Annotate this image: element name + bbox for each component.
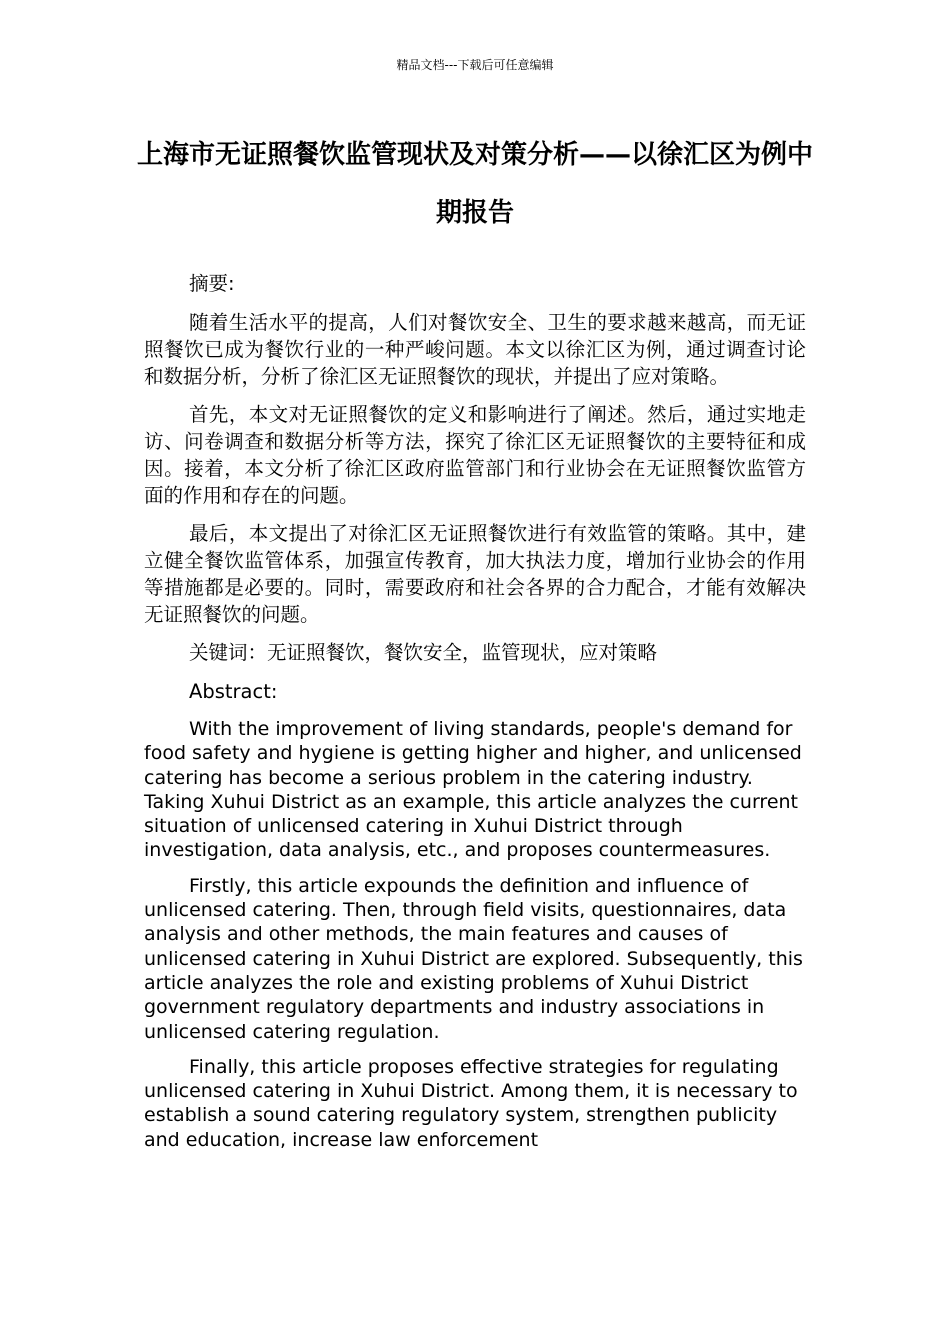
abstract-en-paragraph-1: With the improvement of living standards, people's demand for food safety and hygiene is getting higher and higher, and unlicensed catering has become a serious problem in the catering industry. Taking Xuhui District as an example, this article analyzes the current situation of unlicensed catering in Xuhui District through investigation, data analysis, etc., and proposes countermeasures.: [144, 718, 802, 862]
abstract-cn-paragraph-3: 最后，本文提出了对徐汇区无证照餐饮进行有效监管的策略。其中，建立健全餐饮监管体系，加强宣传教育，加大执法力度，增加行业协会的作用等措施都是必要的。同时，需要政府和社会各界的合力配合，才能有效解决无证照餐饮的问题。: [144, 522, 806, 626]
abstract-en-paragraph-2: Firstly, this article expounds the definition and influence of unlicensed catering. Then, through field visits, questionnaires, data analysis and other methods, the main features and causes of unlicensed catering in Xuhui District are explored. Subsequently, this article analyzes the role and existing problems of Xuhui District government regulatory departments and industry associations in unlicensed catering regulation.: [144, 874, 803, 1043]
keywords-cn: 关键词：无证照餐饮，餐饮安全，监管现状，应对策略: [189, 641, 658, 664]
abstract-en-label: Abstract:: [189, 680, 278, 703]
abstract-cn-label: 摘要:: [189, 272, 235, 295]
abstract-en-paragraph-3: Finally, this article proposes effective strategies for regulating unlicensed catering in Xuhui District. Among them, it is necessary to establish a sound catering regulatory system, strengthen publicity and education, increase law enforcement: [144, 1055, 798, 1151]
document-body: [144, 270, 806, 1163]
header-note: 精品文档---下载后可任意编辑: [396, 58, 554, 72]
document-title: 上海市无证照餐饮监管现状及对策分析——以徐汇区为例中期报告: [136, 140, 813, 228]
abstract-cn-paragraph-2: 首先，本文对无证照餐饮的定义和影响进行了阐述。然后，通过实地走访、问卷调查和数据分析等方法，探究了徐汇区无证照餐饮的主要特征和成因。接着，本文分析了徐汇区政府监管部门和行业协会在无证照餐饮监管方面的作用和存在的问题。: [144, 403, 806, 507]
abstract-cn-paragraph-1: 随着生活水平的提高，人们对餐饮安全、卫生的要求越来越高，而无证照餐饮已成为餐饮行业的一种严峻问题。本文以徐汇区为例，通过调查讨论和数据分析，分析了徐汇区无证照餐饮的现状，并提出了应对策略。: [144, 311, 806, 388]
